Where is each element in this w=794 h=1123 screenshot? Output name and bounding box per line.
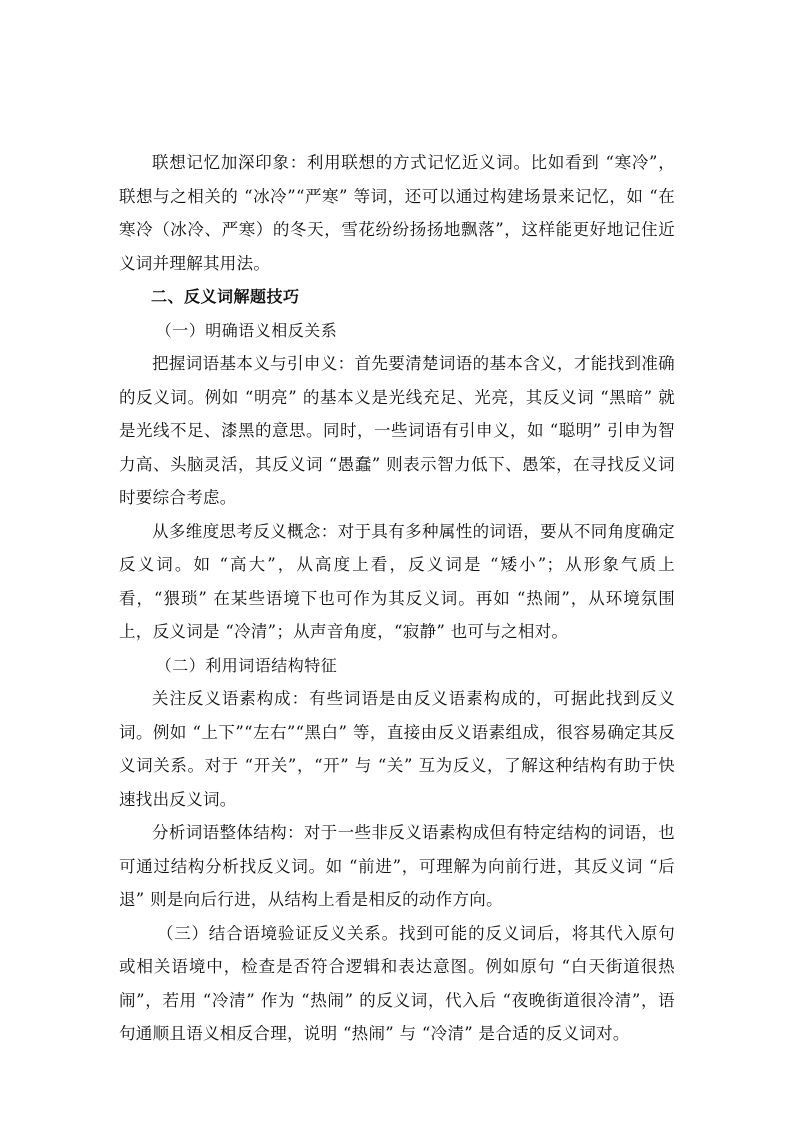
section-heading-antonym-techniques: 二、反义词解题技巧 bbox=[151, 287, 300, 306]
subsection-heading-semantic-opposition: （一）明确语义相反关系 bbox=[155, 320, 338, 340]
paragraph-antonym-morphemes: 关注反义语素构成：有些词语是由反义语素构成的，可据此找到反义词。例如 “上下”“左右”“黑白” 等，直接由反义语素组成，很容易确定其反义词关系。对于 “开关”，“开” 与 “关” 互为反义，了解这种结构有助于快速找出反义词。 bbox=[119, 689, 675, 809]
paragraph-overall-structure: 分析词语整体结构：对于一些非反义语素构成但有特定结构的词语，也可通过结构分析找反义词。如 “前进”，可理解为向前行进，其反义词 “后退” 则是向后行进，从结构上看是相反的动作方向。 bbox=[119, 823, 675, 909]
paragraph-basic-and-extended-meaning: 把握词语基本义与引申义：首先要清楚词语的基本含义，才能找到准确的反义词。例如 “明亮” 的基本义是光线充足、光亮，其反义词 “黑暗” 就是光线不足、漆黑的意思。同时，一些词语有引申义，如 “聪明” 引申为智力高、头脑灵活，其反义词 “愚蠢” 则表示智力低下、愚笨，在寻找反义词时要综合考虑。 bbox=[119, 354, 675, 507]
paragraph-context-verification: （三）结合语境验证反义关系。找到可能的反义词后，将其代入原句或相关语境中，检查是否符合逻辑和表达意图。例如原句 “白天街道很热闹”，若用 “冷清” 作为 “热闹” 的反义词，代入后 “夜晚街道很冷清”，语句通顺且语义相反合理，说明 “热闹” 与 “冷清” 是合适的反义词对。 bbox=[119, 923, 675, 1043]
paragraph-multidimensional-antonym: 从多维度思考反义概念：对于具有多种属性的词语，要从不同角度确定反义词。如 “高大”，从高度上看，反义词是 “矮小”；从形象气质上看，“猥琐” 在某些语境下也可作为其反义词。再如 “热闹”，从环境氛围上，反义词是 “冷清”；从声音角度，“寂静” 也可与之相对。 bbox=[119, 521, 675, 641]
paragraph-association-memory: 联想记忆加深印象：利用联想的方式记忆近义词。比如看到 “寒冷”，联想与之相关的 “冰冷”“严寒” 等词，还可以通过构建场景来记忆，如 “在寒冷（冰冷、严寒）的冬天，雪花纷纷扬扬地飘落”，这样能更好地记住近义词并理解其用法。 bbox=[119, 153, 675, 273]
document-body bbox=[119, 146, 675, 1051]
subsection-heading-word-structure: （二）利用词语结构特征 bbox=[155, 655, 338, 675]
